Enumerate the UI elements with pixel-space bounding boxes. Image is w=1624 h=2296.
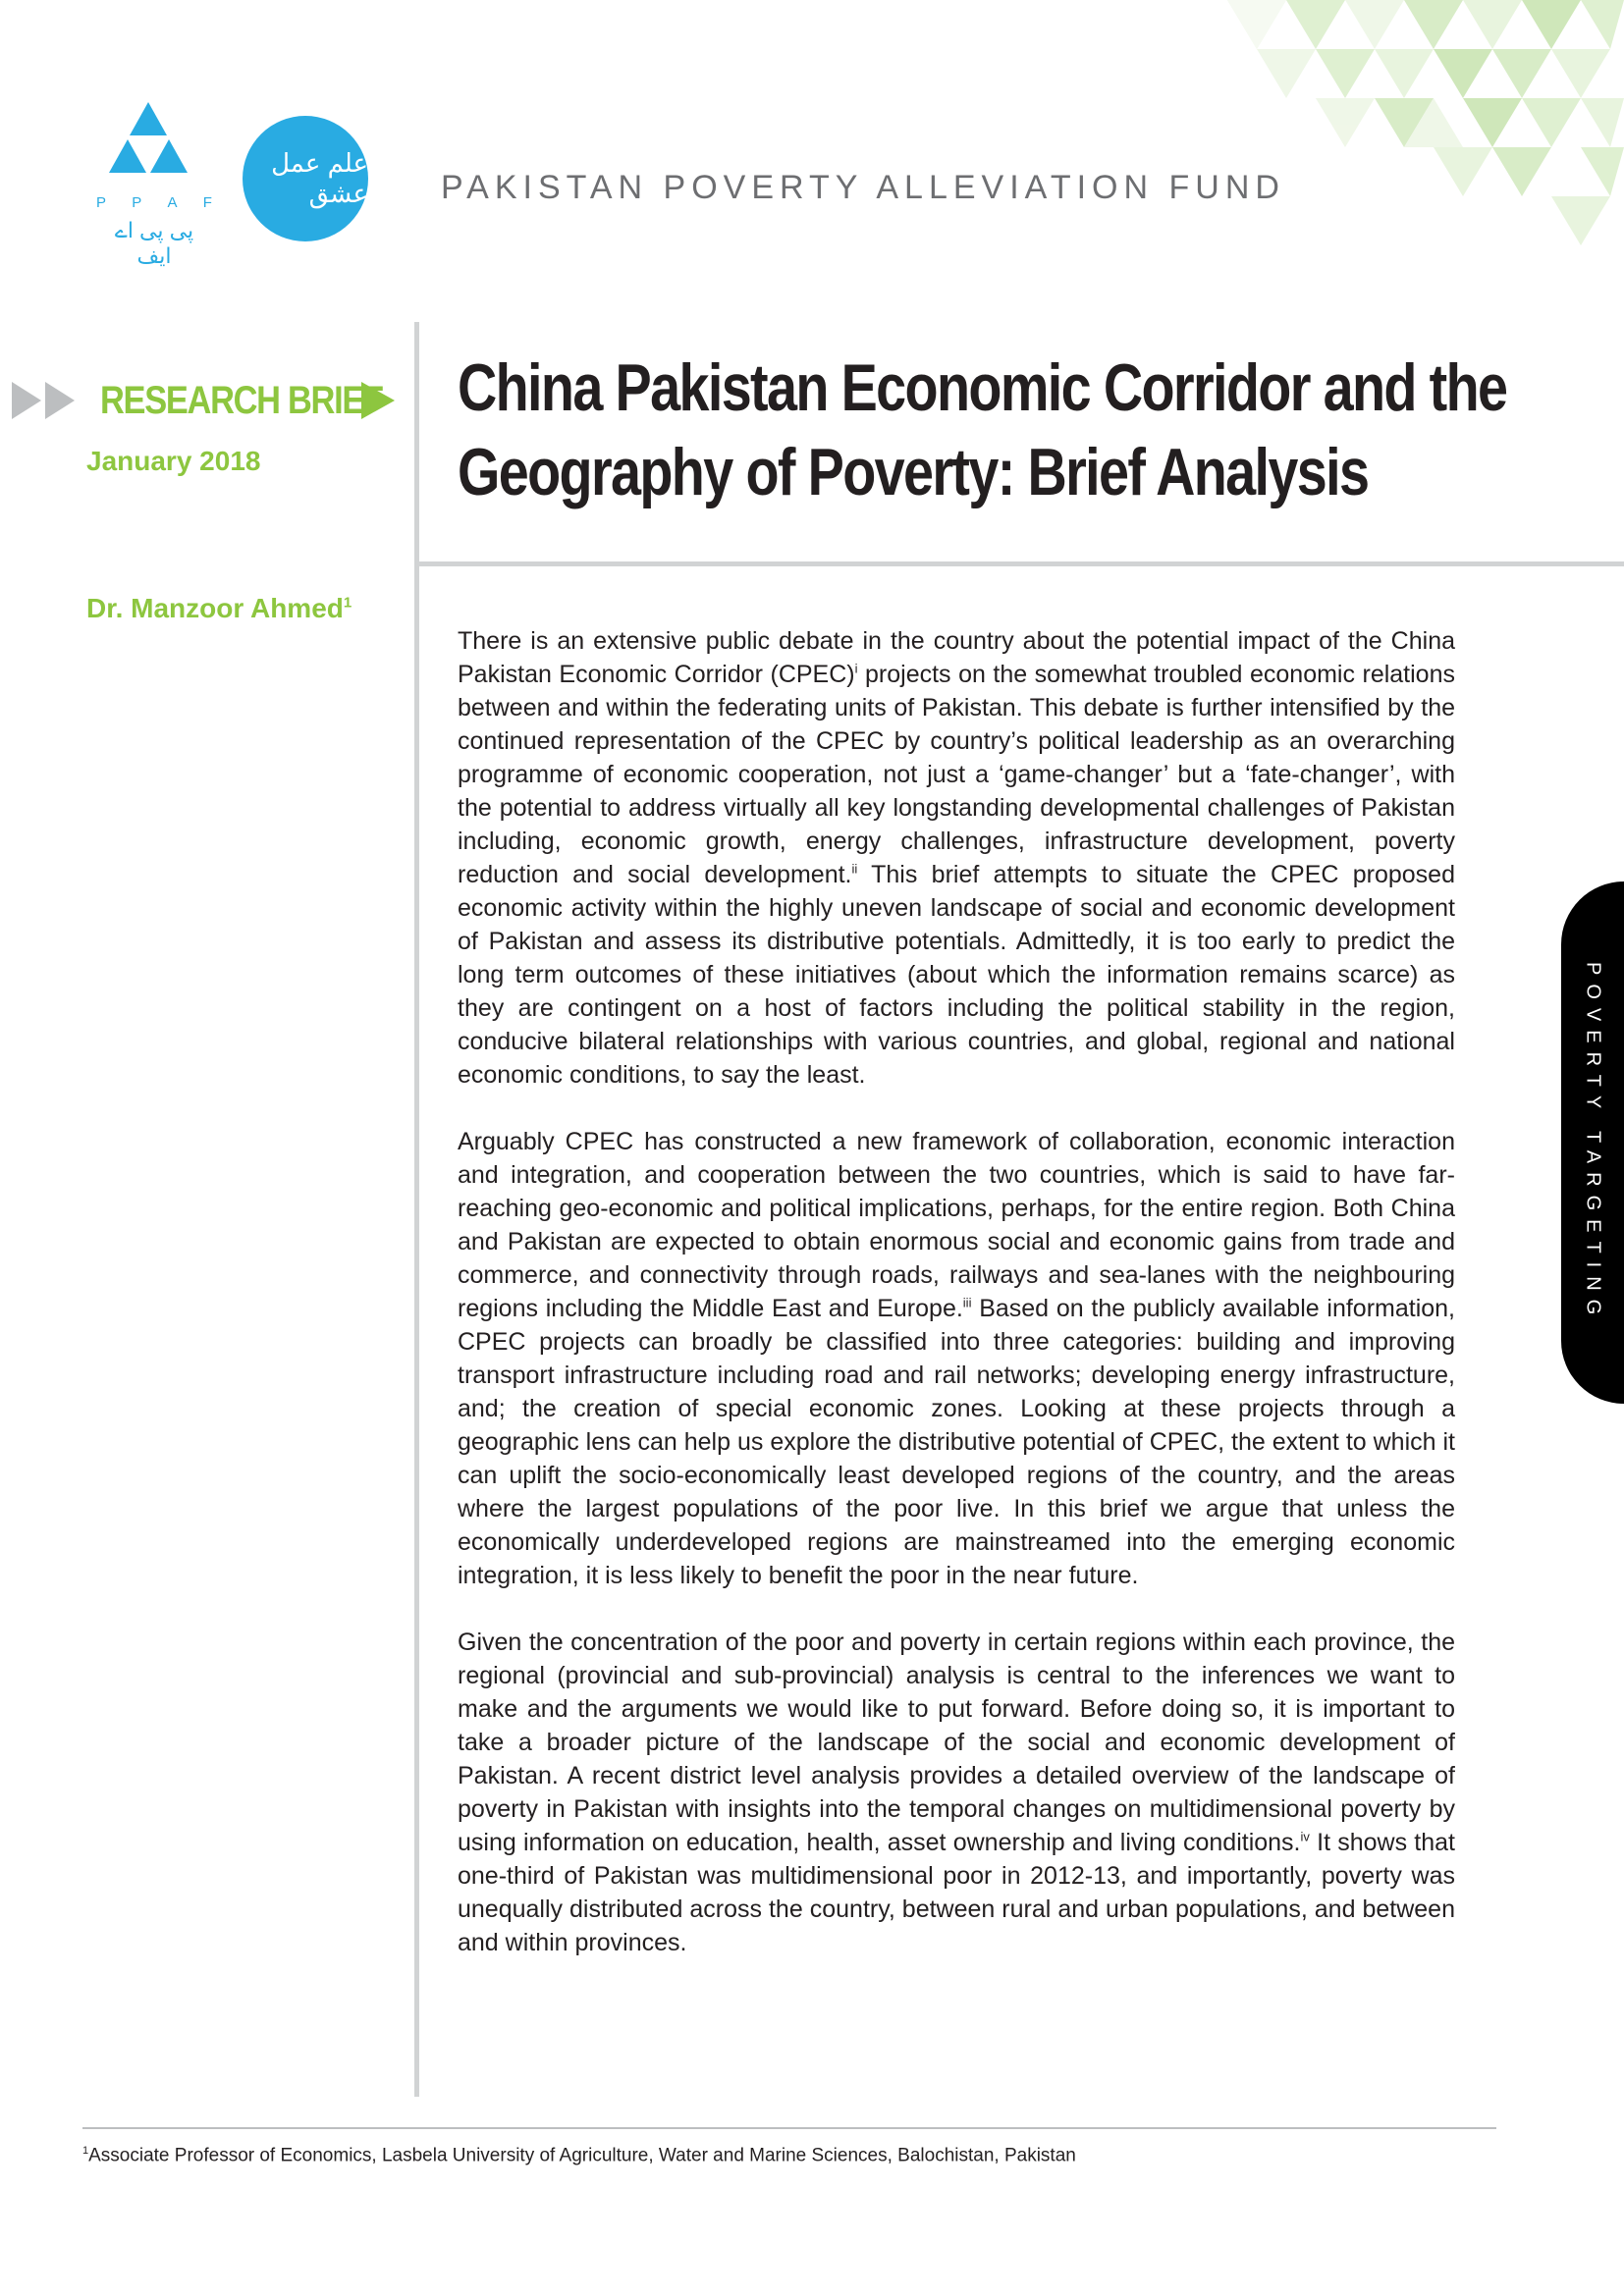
endnote-ref[interactable]: ii — [851, 861, 858, 877]
footnote-divider — [82, 2127, 1496, 2129]
author-footnote-ref: 1 — [343, 594, 352, 612]
publication-date: January 2018 — [86, 446, 261, 476]
title-line-2: Geography of Poverty: Brief Analysis — [458, 435, 1369, 509]
body-text — [458, 624, 1455, 1993]
ppaf-logo-urdu: پی پی اے ایف — [114, 218, 194, 268]
vertical-divider — [414, 322, 419, 2097]
author-name: Dr. Manzoor Ahmed$^1$ — [86, 593, 352, 623]
gray-arrow-icon — [12, 382, 41, 419]
gray-arrow-icon — [45, 382, 75, 419]
ppaf-logo-icon — [90, 98, 206, 192]
decorative-triangle-pattern — [1168, 0, 1624, 255]
endnote-ref[interactable]: i — [854, 661, 858, 676]
page-title — [458, 346, 1557, 514]
paragraph-2: Arguably CPEC has constructed a new framework of collaboration, economic interaction and integration, and cooperation between the two countries, which is said to have far-reaching geo-economic and political implications, perhaps, for the entire region. Both China and Pakistan are expected to obtain enormous social and economic gains from trade and commerce, and connectivity through roads, railways and sea-lanes with the neighbouring regions including the Middle East and Europe.$^{iii}$ Based on the publicly available information, CPEC projects can broadly be classified into three categories: building and improving transport infrastructure including road and rail networks; developing energy infrastructure, and; the creation of special economic zones. Looking at these projects through a geographic lens can help us explore the distributive potential of CPEC, the extent to which it can uplift the socio-economically least developed regions of the country, and the areas where the largest populations of the poor live. In this brief we argue that unless the economically underdeveloped regions are mainstreamed into the emerging economic integration, it is less likely to benefit the poor in the near future. — [458, 1128, 1456, 1589]
endnote-ref[interactable]: iii — [962, 1295, 972, 1310]
calligraphy-logo-icon: علم عمل عشق — [243, 116, 368, 241]
paragraph-1: There is an extensive public debate in the country about the potential impact of the China Pakistan Economic Corridor (CPEC)$^i$ projects on the somewhat troubled economic relations between and within the federating units of Pakistan. This debate is further intensified by the continued representation of the CPEC by country’s political leadership as an overarching programme of economic cooperation, not just a ‘game-changer’ but a ‘fate-changer’, with the potential to address virtually all key longstanding developmental challenges of Pakistan including, economic growth, energy challenges, infrastructure development, poverty reduction and social development.$^{ii}$ This brief attempts to situate the CPEC proposed economic activity within the highly uneven landscape of social and economic development of Pakistan and assess its distributive potentials. Admittedly, it is too early to predict the long term outcomes of these initiatives (about which the information remains scarce) as they are contingent on a host of factors including the political stability in the region, conducive bilateral relationships with various countries, and global, regional and national economic conditions, to say the least. — [458, 627, 1455, 1089]
endnote-ref[interactable]: iv — [1300, 1829, 1310, 1844]
footnote: $^1$Associate Professor of Economics, Lasbela University of Agriculture, Water and Marine Sciences, Balochistan, Pakistan — [82, 2145, 1076, 2166]
research-brief-label: RESEARCH BRIEF — [100, 378, 383, 422]
title-divider — [419, 561, 1624, 566]
research-brief-label-row — [12, 377, 395, 424]
side-tab-label: POVERTY TARGETING — [1582, 961, 1604, 1324]
organization-name: PAKISTAN POVERTY ALLEVIATION FUND — [441, 169, 1285, 206]
title-line-1: China Pakistan Economic Corridor and the — [458, 350, 1507, 425]
ppaf-logo-letters: P P A F — [96, 194, 212, 211]
paragraph-3: Given the concentration of the poor and poverty in certain regions within each province, the regional (provincial and sub-provincial) analysis is central to the inferences we want to make and the arguments we would like to put forward. Before doing so, it is important to take a broader picture of the landscape of the social and economic development of Pakistan. A recent district level analysis provides a detailed overview of the landscape of poverty in Pakistan with insights into the temporal changes on multidimensional poverty by using information on education, health, asset ownership and living conditions.$^{iv}$ It shows that one-third of Pakistan was multidimensional poor in 2012-13, and importantly, poverty was unequally distributed across the country, between rural and urban populations, and between and within provinces. — [458, 1629, 1456, 1956]
